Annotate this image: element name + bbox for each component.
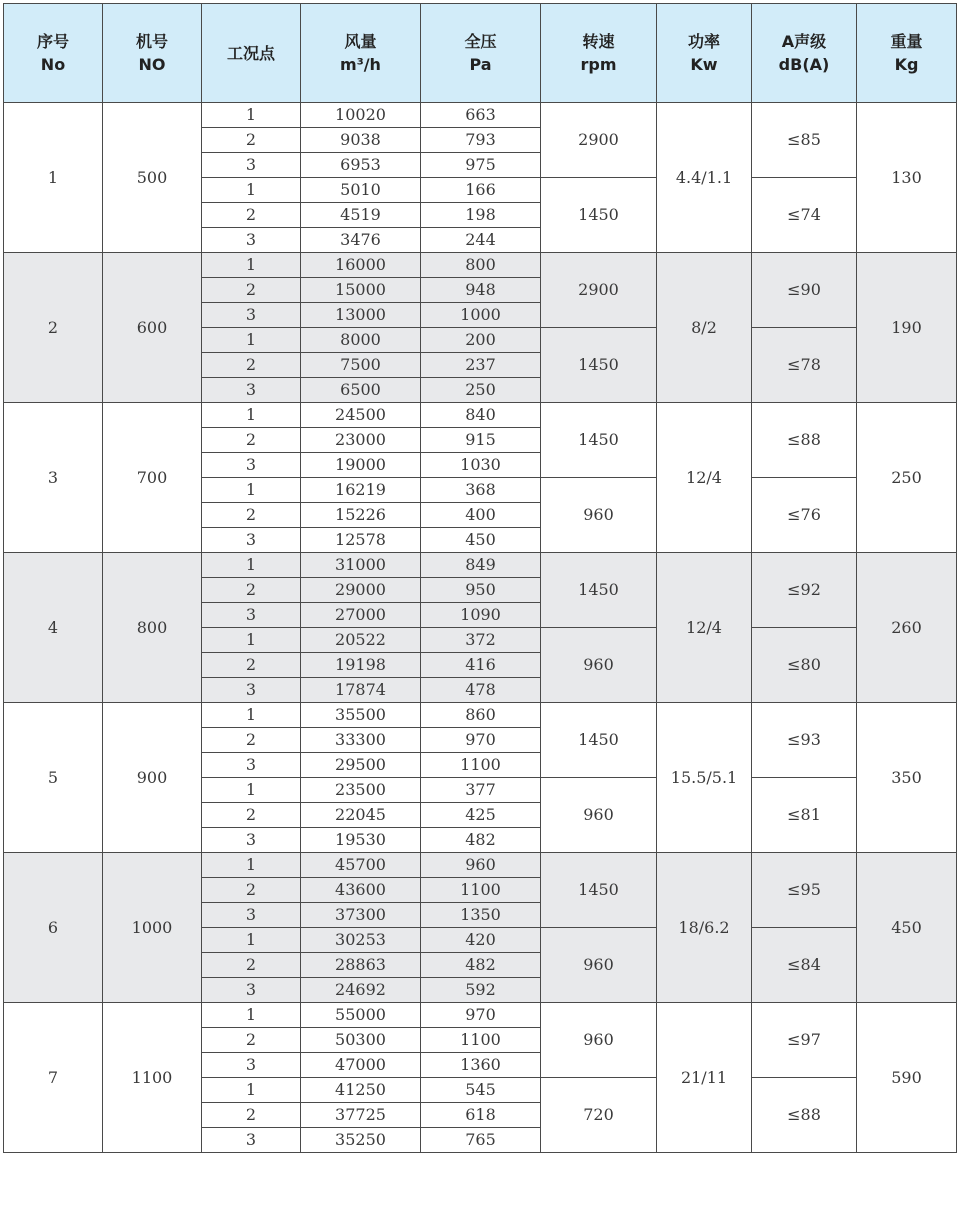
weight-cell: 590 xyxy=(857,1003,957,1153)
operating-point-cell: 3 xyxy=(202,678,301,703)
total-pressure-cell: 416 xyxy=(421,653,541,678)
noise-level-cell: ≤97 xyxy=(752,1003,857,1078)
speed-cell: 960 xyxy=(541,478,657,553)
air-volume-cell: 9038 xyxy=(301,128,421,153)
speed-cell: 1450 xyxy=(541,553,657,628)
operating-point-cell: 3 xyxy=(202,378,301,403)
air-volume-cell: 29500 xyxy=(301,753,421,778)
air-volume-cell: 35500 xyxy=(301,703,421,728)
operating-point-cell: 2 xyxy=(202,803,301,828)
operating-point-cell: 2 xyxy=(202,353,301,378)
operating-point-cell: 3 xyxy=(202,828,301,853)
total-pressure-cell: 800 xyxy=(421,253,541,278)
operating-point-cell: 3 xyxy=(202,1128,301,1153)
header-total-pressure: 全压 Pa xyxy=(421,4,541,103)
model-group xyxy=(4,253,957,403)
total-pressure-cell: 1360 xyxy=(421,1053,541,1078)
speed-cell: 1450 xyxy=(541,178,657,253)
model-number-cell: 600 xyxy=(103,253,202,403)
air-volume-cell: 6953 xyxy=(301,153,421,178)
speed-cell: 960 xyxy=(541,928,657,1003)
total-pressure-cell: 244 xyxy=(421,228,541,253)
total-pressure-cell: 450 xyxy=(421,528,541,553)
speed-cell: 720 xyxy=(541,1078,657,1153)
air-volume-cell: 31000 xyxy=(301,553,421,578)
total-pressure-cell: 166 xyxy=(421,178,541,203)
total-pressure-cell: 250 xyxy=(421,378,541,403)
air-volume-cell: 7500 xyxy=(301,353,421,378)
operating-point-cell: 1 xyxy=(202,553,301,578)
power-cell: 4.4/1.1 xyxy=(657,103,752,253)
table-row xyxy=(4,403,957,428)
table-row xyxy=(4,553,957,578)
model-group xyxy=(4,403,957,553)
air-volume-cell: 29000 xyxy=(301,578,421,603)
weight-cell: 350 xyxy=(857,703,957,853)
operating-point-cell: 2 xyxy=(202,1103,301,1128)
operating-point-cell: 3 xyxy=(202,978,301,1003)
total-pressure-cell: 1030 xyxy=(421,453,541,478)
serial-number-cell: 3 xyxy=(4,403,103,553)
air-volume-cell: 24692 xyxy=(301,978,421,1003)
total-pressure-cell: 1100 xyxy=(421,753,541,778)
total-pressure-cell: 368 xyxy=(421,478,541,503)
air-volume-cell: 5010 xyxy=(301,178,421,203)
air-volume-cell: 3476 xyxy=(301,228,421,253)
speed-cell: 2900 xyxy=(541,103,657,178)
total-pressure-cell: 915 xyxy=(421,428,541,453)
air-volume-cell: 37725 xyxy=(301,1103,421,1128)
serial-number-cell: 2 xyxy=(4,253,103,403)
total-pressure-cell: 618 xyxy=(421,1103,541,1128)
total-pressure-cell: 1090 xyxy=(421,603,541,628)
model-group xyxy=(4,703,957,853)
weight-cell: 130 xyxy=(857,103,957,253)
noise-level-cell: ≤92 xyxy=(752,553,857,628)
air-volume-cell: 4519 xyxy=(301,203,421,228)
air-volume-cell: 20522 xyxy=(301,628,421,653)
total-pressure-cell: 663 xyxy=(421,103,541,128)
header-serial-number: 序号 No xyxy=(4,4,103,103)
total-pressure-cell: 372 xyxy=(421,628,541,653)
air-volume-cell: 17874 xyxy=(301,678,421,703)
table-header xyxy=(4,4,957,103)
model-number-cell: 900 xyxy=(103,703,202,853)
air-volume-cell: 19000 xyxy=(301,453,421,478)
air-volume-cell: 23000 xyxy=(301,428,421,453)
total-pressure-cell: 377 xyxy=(421,778,541,803)
table-row xyxy=(4,703,957,728)
air-volume-cell: 13000 xyxy=(301,303,421,328)
noise-level-cell: ≤81 xyxy=(752,778,857,853)
weight-cell: 450 xyxy=(857,853,957,1003)
speed-cell: 1450 xyxy=(541,703,657,778)
header-model-number: 机号 NO xyxy=(103,4,202,103)
weight-cell: 190 xyxy=(857,253,957,403)
operating-point-cell: 3 xyxy=(202,603,301,628)
weight-cell: 260 xyxy=(857,553,957,703)
fan-spec-table xyxy=(3,3,957,1153)
total-pressure-cell: 478 xyxy=(421,678,541,703)
noise-level-cell: ≤78 xyxy=(752,328,857,403)
table-row xyxy=(4,253,957,278)
operating-point-cell: 2 xyxy=(202,578,301,603)
total-pressure-cell: 420 xyxy=(421,928,541,953)
total-pressure-cell: 970 xyxy=(421,728,541,753)
air-volume-cell: 45700 xyxy=(301,853,421,878)
model-number-cell: 700 xyxy=(103,403,202,553)
air-volume-cell: 8000 xyxy=(301,328,421,353)
total-pressure-cell: 545 xyxy=(421,1078,541,1103)
speed-cell: 2900 xyxy=(541,253,657,328)
total-pressure-cell: 1100 xyxy=(421,878,541,903)
total-pressure-cell: 237 xyxy=(421,353,541,378)
noise-level-cell: ≤90 xyxy=(752,253,857,328)
operating-point-cell: 1 xyxy=(202,328,301,353)
total-pressure-cell: 860 xyxy=(421,703,541,728)
table-row xyxy=(4,103,957,128)
header-air-volume: 风量 m³/h xyxy=(301,4,421,103)
operating-point-cell: 1 xyxy=(202,178,301,203)
noise-level-cell: ≤93 xyxy=(752,703,857,778)
air-volume-cell: 37300 xyxy=(301,903,421,928)
operating-point-cell: 1 xyxy=(202,1003,301,1028)
total-pressure-cell: 840 xyxy=(421,403,541,428)
speed-cell: 960 xyxy=(541,628,657,703)
air-volume-cell: 15226 xyxy=(301,503,421,528)
air-volume-cell: 16219 xyxy=(301,478,421,503)
air-volume-cell: 41250 xyxy=(301,1078,421,1103)
speed-cell: 1450 xyxy=(541,853,657,928)
air-volume-cell: 15000 xyxy=(301,278,421,303)
air-volume-cell: 50300 xyxy=(301,1028,421,1053)
total-pressure-cell: 198 xyxy=(421,203,541,228)
total-pressure-cell: 950 xyxy=(421,578,541,603)
operating-point-cell: 1 xyxy=(202,778,301,803)
operating-point-cell: 2 xyxy=(202,128,301,153)
noise-level-cell: ≤85 xyxy=(752,103,857,178)
operating-point-cell: 2 xyxy=(202,503,301,528)
air-volume-cell: 33300 xyxy=(301,728,421,753)
header-speed: 转速 rpm xyxy=(541,4,657,103)
operating-point-cell: 1 xyxy=(202,103,301,128)
air-volume-cell: 22045 xyxy=(301,803,421,828)
total-pressure-cell: 482 xyxy=(421,953,541,978)
air-volume-cell: 23500 xyxy=(301,778,421,803)
air-volume-cell: 16000 xyxy=(301,253,421,278)
operating-point-cell: 2 xyxy=(202,728,301,753)
air-volume-cell: 19530 xyxy=(301,828,421,853)
power-cell: 8/2 xyxy=(657,253,752,403)
total-pressure-cell: 948 xyxy=(421,278,541,303)
power-cell: 12/4 xyxy=(657,553,752,703)
total-pressure-cell: 425 xyxy=(421,803,541,828)
model-number-cell: 1100 xyxy=(103,1003,202,1153)
total-pressure-cell: 1000 xyxy=(421,303,541,328)
operating-point-cell: 3 xyxy=(202,153,301,178)
power-cell: 18/6.2 xyxy=(657,853,752,1003)
power-cell: 21/11 xyxy=(657,1003,752,1153)
header-noise-level: A声级 dB(A) xyxy=(752,4,857,103)
total-pressure-cell: 970 xyxy=(421,1003,541,1028)
total-pressure-cell: 400 xyxy=(421,503,541,528)
header-weight: 重量 Kg xyxy=(857,4,957,103)
total-pressure-cell: 793 xyxy=(421,128,541,153)
air-volume-cell: 28863 xyxy=(301,953,421,978)
operating-point-cell: 2 xyxy=(202,953,301,978)
serial-number-cell: 1 xyxy=(4,103,103,253)
operating-point-cell: 1 xyxy=(202,403,301,428)
air-volume-cell: 24500 xyxy=(301,403,421,428)
total-pressure-cell: 849 xyxy=(421,553,541,578)
operating-point-cell: 2 xyxy=(202,428,301,453)
model-group xyxy=(4,1003,957,1153)
air-volume-cell: 27000 xyxy=(301,603,421,628)
serial-number-cell: 7 xyxy=(4,1003,103,1153)
header-operating-point: 工况点 xyxy=(202,4,301,103)
air-volume-cell: 6500 xyxy=(301,378,421,403)
operating-point-cell: 3 xyxy=(202,303,301,328)
model-group xyxy=(4,553,957,703)
total-pressure-cell: 592 xyxy=(421,978,541,1003)
air-volume-cell: 55000 xyxy=(301,1003,421,1028)
operating-point-cell: 3 xyxy=(202,528,301,553)
total-pressure-cell: 482 xyxy=(421,828,541,853)
total-pressure-cell: 765 xyxy=(421,1128,541,1153)
noise-level-cell: ≤74 xyxy=(752,178,857,253)
noise-level-cell: ≤88 xyxy=(752,1078,857,1153)
operating-point-cell: 2 xyxy=(202,278,301,303)
operating-point-cell: 3 xyxy=(202,1053,301,1078)
total-pressure-cell: 960 xyxy=(421,853,541,878)
total-pressure-cell: 1350 xyxy=(421,903,541,928)
serial-number-cell: 6 xyxy=(4,853,103,1003)
serial-number-cell: 4 xyxy=(4,553,103,703)
speed-cell: 960 xyxy=(541,778,657,853)
operating-point-cell: 1 xyxy=(202,478,301,503)
model-group xyxy=(4,853,957,1003)
header-power: 功率 Kw xyxy=(657,4,752,103)
operating-point-cell: 3 xyxy=(202,903,301,928)
model-number-cell: 500 xyxy=(103,103,202,253)
noise-level-cell: ≤95 xyxy=(752,853,857,928)
weight-cell: 250 xyxy=(857,403,957,553)
power-cell: 12/4 xyxy=(657,403,752,553)
air-volume-cell: 19198 xyxy=(301,653,421,678)
air-volume-cell: 10020 xyxy=(301,103,421,128)
operating-point-cell: 1 xyxy=(202,253,301,278)
air-volume-cell: 30253 xyxy=(301,928,421,953)
power-cell: 15.5/5.1 xyxy=(657,703,752,853)
table-row xyxy=(4,1003,957,1028)
model-number-cell: 800 xyxy=(103,553,202,703)
operating-point-cell: 2 xyxy=(202,878,301,903)
noise-level-cell: ≤88 xyxy=(752,403,857,478)
operating-point-cell: 2 xyxy=(202,653,301,678)
total-pressure-cell: 200 xyxy=(421,328,541,353)
table-row xyxy=(4,853,957,878)
operating-point-cell: 1 xyxy=(202,628,301,653)
speed-cell: 1450 xyxy=(541,328,657,403)
noise-level-cell: ≤80 xyxy=(752,628,857,703)
model-group xyxy=(4,103,957,253)
speed-cell: 960 xyxy=(541,1003,657,1078)
model-number-cell: 1000 xyxy=(103,853,202,1003)
operating-point-cell: 1 xyxy=(202,1078,301,1103)
operating-point-cell: 1 xyxy=(202,928,301,953)
operating-point-cell: 1 xyxy=(202,703,301,728)
air-volume-cell: 12578 xyxy=(301,528,421,553)
noise-level-cell: ≤84 xyxy=(752,928,857,1003)
header-row xyxy=(4,4,957,103)
total-pressure-cell: 975 xyxy=(421,153,541,178)
operating-point-cell: 1 xyxy=(202,853,301,878)
operating-point-cell: 3 xyxy=(202,228,301,253)
serial-number-cell: 5 xyxy=(4,703,103,853)
operating-point-cell: 2 xyxy=(202,1028,301,1053)
air-volume-cell: 43600 xyxy=(301,878,421,903)
operating-point-cell: 2 xyxy=(202,203,301,228)
total-pressure-cell: 1100 xyxy=(421,1028,541,1053)
operating-point-cell: 3 xyxy=(202,753,301,778)
speed-cell: 1450 xyxy=(541,403,657,478)
noise-level-cell: ≤76 xyxy=(752,478,857,553)
operating-point-cell: 3 xyxy=(202,453,301,478)
air-volume-cell: 47000 xyxy=(301,1053,421,1078)
air-volume-cell: 35250 xyxy=(301,1128,421,1153)
